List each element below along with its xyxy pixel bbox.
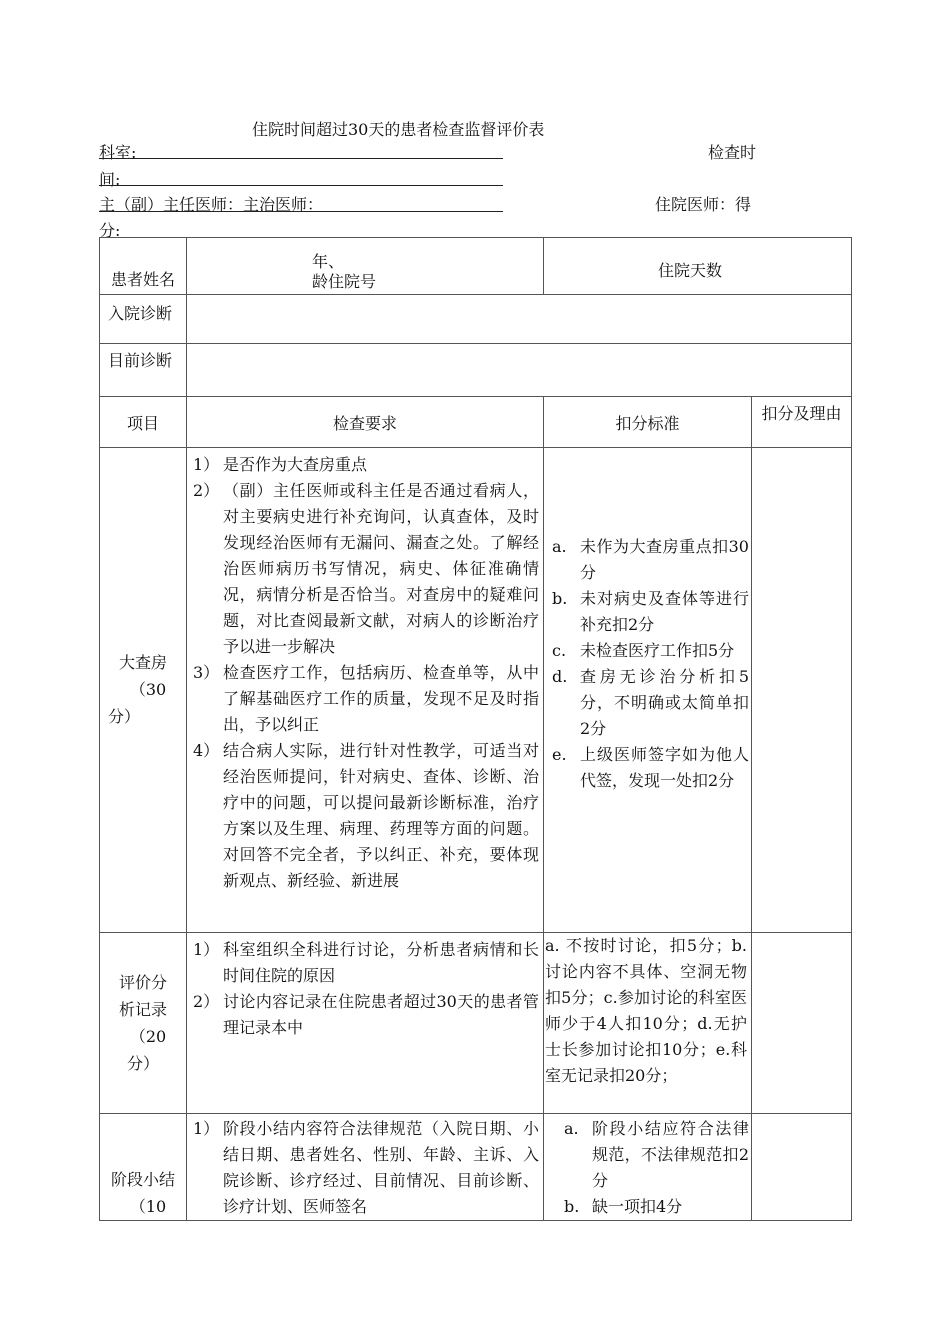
col-std-header: 扣分标准 <box>544 397 752 448</box>
check-time-underline <box>99 185 503 186</box>
item-line: （10 <box>129 1197 167 1216</box>
doctors-label: 主（副）主任医师：主治医师： <box>99 195 324 214</box>
col-item-header: 项目 <box>100 397 187 448</box>
column-header-row <box>100 397 852 448</box>
evaluation-table <box>99 237 852 1221</box>
check-time-label: 检查时 <box>708 143 757 162</box>
age-label: 年、 <box>312 252 345 271</box>
deduct-analysis <box>752 933 852 1114</box>
current-diag-label: 目前诊断 <box>100 344 187 397</box>
item-analysis <box>100 933 187 1114</box>
page-title: 住院时间超过30天的患者检查监督评价表 <box>252 120 545 139</box>
admit-diag-value <box>187 295 852 344</box>
std-item: a. 阶段小结应符合法律规范，不法律规范扣2分 <box>564 1119 749 1190</box>
req-item: 1） 阶段小结内容符合法律规范（入院日期、小结日期、患者姓名、性别、年龄、主诉、入院诊断、诊疗经过、目前情况、目前诊断、诊疗计划、医师签名 <box>193 1119 539 1216</box>
current-diag-value <box>187 344 852 397</box>
req-item: 4） 结合病人实际，进行针对性教学，可适当对经治医师提问，针对病史、查体、诊断、治疗中的问题，可以提问最新诊断标准，治疗方案以及生理、病理、药理等方面的问题。对回答不完全者，予以纠正、补充，要体现新观点、新经验、新进展 <box>193 741 539 890</box>
patient-name-label: 患者姓名 <box>100 238 187 295</box>
std-analysis <box>544 933 764 1114</box>
std-item: d. 查房无诊治分析扣5分，不明确或太简单扣2分 <box>552 667 749 738</box>
col-req-header: 检查要求 <box>187 397 544 448</box>
req-item: 3） 检查医疗工作，包括病历、检查单等，从中了解基础医疗工作的质量，发现不足及时指出，予以纠正 <box>193 663 539 734</box>
item-line: 分） <box>108 707 141 726</box>
age-admission-no-label <box>187 238 544 295</box>
std-item: b. 缺一项扣4分 <box>564 1197 683 1216</box>
std-item: b. 未对病史及查体等进行补充扣2分 <box>552 589 749 634</box>
current-diag-row <box>100 344 852 397</box>
std-item: e. 上级医师签字如为他人代签，发现一处扣2分 <box>552 745 749 790</box>
std-summary <box>544 1114 752 1221</box>
score-label: 分: <box>99 221 121 240</box>
std-item: a. 未作为大查房重点扣30分 <box>552 537 749 582</box>
item-summary <box>100 1114 187 1221</box>
admit-diag-label: 入院诊断 <box>100 295 187 344</box>
req-analysis <box>187 933 544 1114</box>
table-row <box>100 448 852 933</box>
table-row <box>100 1114 852 1221</box>
deduct-summary <box>752 1114 852 1221</box>
req-rounds <box>187 448 544 933</box>
std-item: c. 未检查医疗工作扣5分 <box>552 641 735 660</box>
req-summary <box>187 1114 544 1221</box>
dept-label: 科室: <box>99 143 137 162</box>
patient-info-row <box>100 238 852 295</box>
days-label: 住院天数 <box>544 238 852 295</box>
admit-diag-row <box>100 295 852 344</box>
check-time-label-cont: 间: <box>99 170 121 189</box>
dept-underline <box>99 158 503 159</box>
req-item: 1） 科室组织全科进行讨论，分析患者病情和长时间住院的原因 <box>193 940 539 985</box>
std-rounds <box>544 448 752 933</box>
item-line: 阶段小结 <box>110 1170 175 1189</box>
req-item: 1） 是否作为大查房重点 <box>193 455 368 474</box>
item-rounds <box>100 448 187 933</box>
item-line: （30 <box>129 680 167 699</box>
item-line: （20 <box>129 1027 167 1046</box>
req-item: 2） （副）主任医师或科主任是否通过看病人，对主要病史进行补充询问，认真查体，及时发现经治医师有无漏问、漏查之处。了解经治医师病历书写情况，病史、体征准确情况，病情分析是否恰当。对查房中的疑难问题，对比查阅最新文献，对病人的诊断治疗予以进一步解决 <box>193 481 539 656</box>
item-line: 大查房 <box>118 653 167 672</box>
deduct-rounds <box>752 448 852 933</box>
item-line: 评价分 <box>118 973 167 992</box>
col-deduct-header: 扣分及理由 <box>752 397 852 448</box>
admission-no-label: 龄住院号 <box>312 272 377 291</box>
item-line: 析记录 <box>118 1000 167 1019</box>
table-row <box>100 933 852 1114</box>
doctors-underline <box>99 211 503 212</box>
std-text: a. 不按时讨论，扣5分；b. 讨论内容不具体、空洞无物扣5分；c.参加讨论的科室医师少于4人扣10分；d.无护士长参加讨论扣10分；e.科室无记录扣20分； <box>545 936 764 1085</box>
resident-label: 住院医师：得 <box>655 195 752 214</box>
item-line: 分） <box>126 1054 159 1073</box>
req-item: 2） 讨论内容记录在住院患者超过30天的患者管理记录本中 <box>193 992 539 1037</box>
